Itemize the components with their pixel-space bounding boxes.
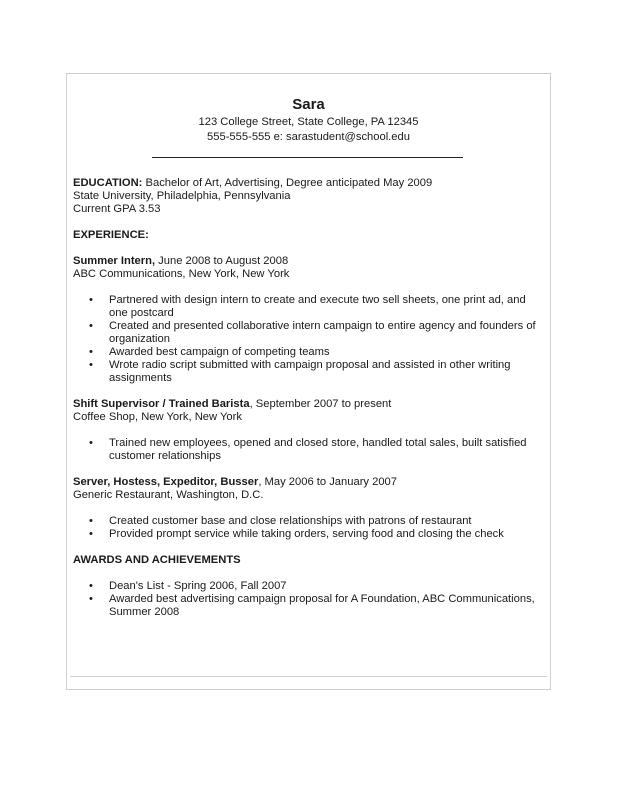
resume-body	[73, 177, 543, 619]
list-item: • Created and presented collaborative intern campaign to entire agency and founders of organization	[73, 320, 543, 346]
job-bullets	[73, 437, 543, 463]
education-degree: Bachelor of Art, Advertising, Degree anticipated May 2009	[142, 177, 433, 189]
list-item: • Wrote radio script submitted with campaign proposal and assisted in other writing assignments	[73, 359, 543, 385]
list-item: • Awarded best campaign of competing teams	[73, 346, 543, 359]
job-bullets	[73, 515, 543, 541]
header-rule	[152, 157, 463, 158]
job-heading	[73, 398, 543, 411]
applicant-name: Sara	[292, 96, 325, 113]
job-entry	[73, 476, 543, 541]
job-entry	[73, 398, 543, 463]
job-bullets	[73, 294, 543, 385]
job-employer: Coffee Shop, New York, New York	[73, 411, 242, 423]
job-title: Server, Hostess, Expeditor, Busser	[73, 476, 259, 488]
education-section	[73, 177, 543, 216]
list-item: • Awarded best advertising campaign proposal for A Foundation, ABC Communications, Summer 2008	[73, 593, 543, 619]
resume-header	[66, 96, 551, 144]
frame-divider	[70, 676, 547, 677]
education-gpa: Current GPA 3.53	[73, 203, 161, 215]
job-heading	[73, 255, 543, 268]
list-item: • Partnered with design intern to create and execute two sell sheets, one print ad, and one postcard	[73, 294, 543, 320]
list-item: • Created customer base and close relationships with patrons of restaurant	[73, 515, 543, 528]
job-employer: Generic Restaurant, Washington, D.C.	[73, 489, 264, 501]
job-dates: , May 2006 to January 2007	[258, 476, 398, 488]
education-school: State University, Philadelphia, Pennsylvania	[73, 190, 291, 202]
job-employer: ABC Communications, New York, New York	[73, 268, 290, 280]
list-item: • Provided prompt service while taking orders, serving food and closing the check	[73, 528, 543, 541]
job-title: Shift Supervisor / Trained Barista	[73, 398, 250, 410]
list-item: • Dean's List - Spring 2006, Fall 2007	[73, 580, 543, 593]
list-item: • Trained new employees, opened and closed store, handled total sales, built satisfied customer relationships	[73, 437, 543, 463]
awards-bullets	[73, 580, 543, 619]
job-heading	[73, 476, 543, 489]
education-label: EDUCATION:	[73, 177, 143, 189]
address-line: 123 College Street, State College, PA 12345	[198, 116, 419, 128]
awards-title: AWARDS AND ACHIEVEMENTS	[73, 554, 241, 566]
job-dates: June 2008 to August 2008	[155, 255, 289, 267]
job-dates: , September 2007 to present	[249, 398, 392, 410]
education-degree-line	[73, 177, 543, 190]
job-entry	[73, 255, 543, 385]
experience-title: EXPERIENCE:	[73, 229, 149, 241]
job-title: Summer Intern,	[73, 255, 156, 267]
contact-line: 555-555-555 e: sarastudent@school.edu	[207, 131, 410, 143]
